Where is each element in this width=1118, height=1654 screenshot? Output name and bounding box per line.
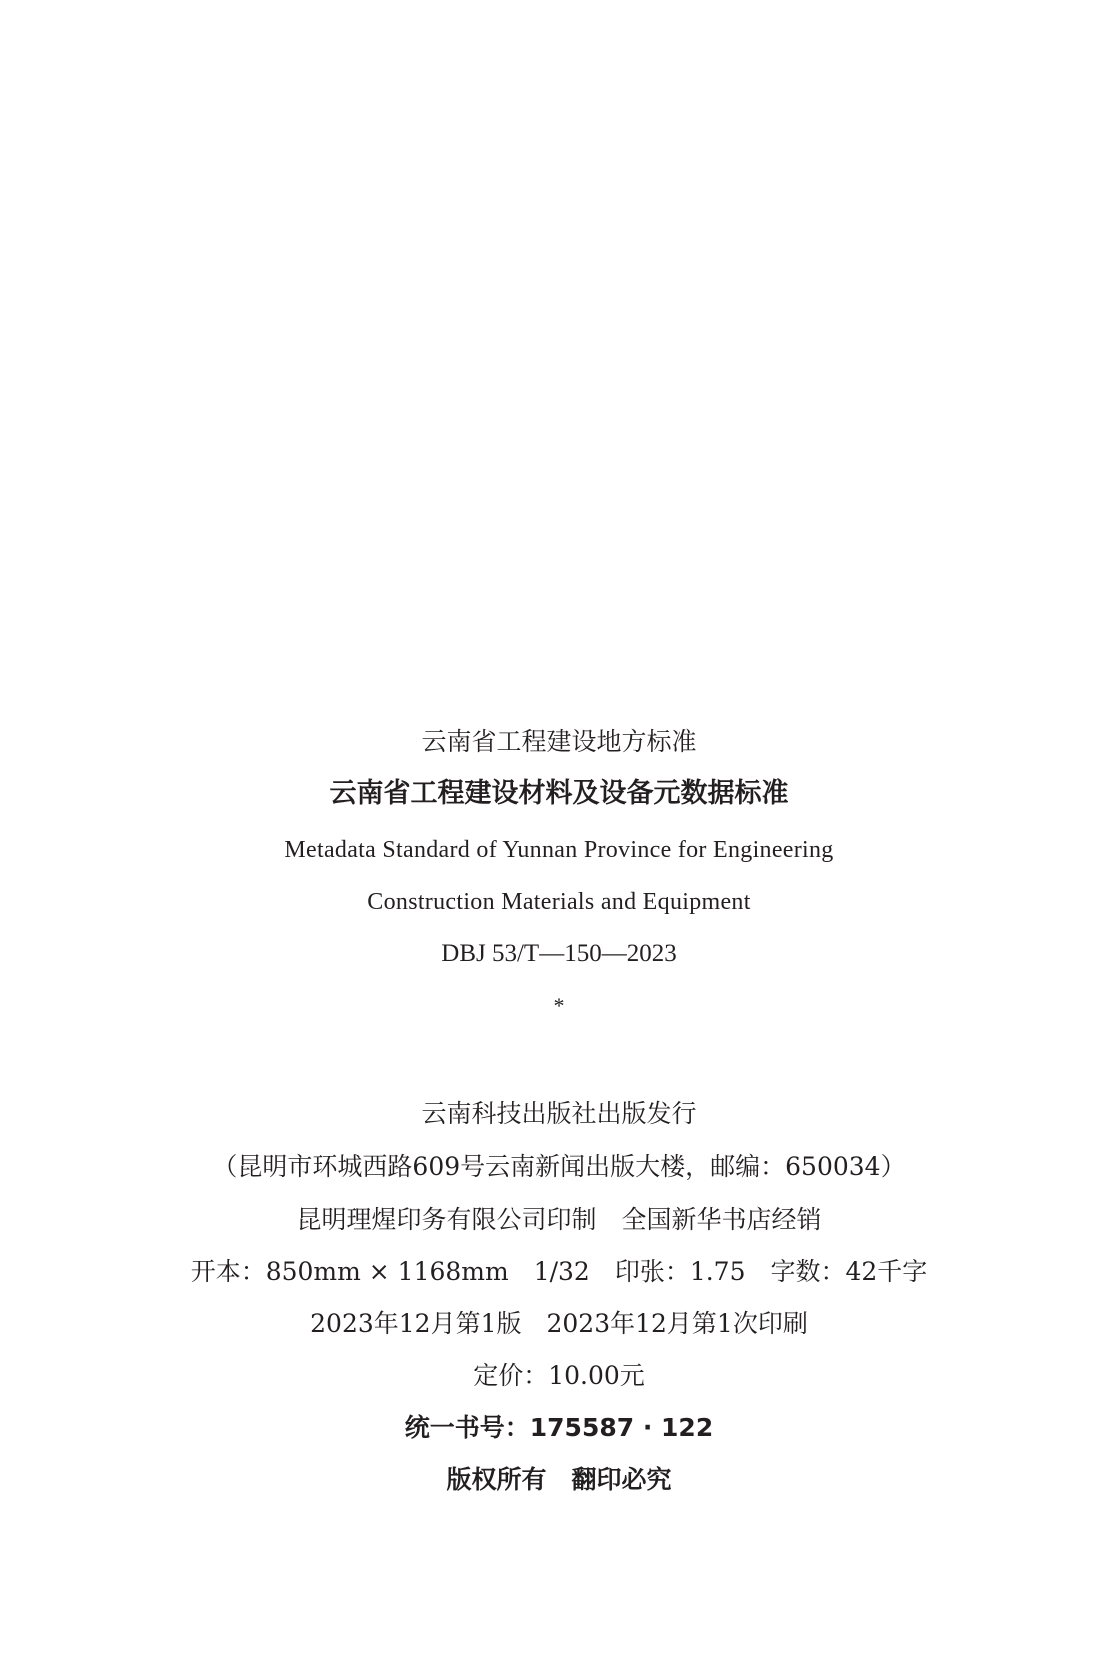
standard-code: DBJ 53/T—150—2023 (441, 940, 677, 967)
format-specs: 开本：850mm × 1168mm 1/32 印张：1.75 字数：42千字 (190, 1257, 928, 1286)
unified-book-number: 统一书号：175587 · 122 (404, 1413, 714, 1442)
document-title: 云南省工程建设材料及设备元数据标准 (329, 778, 789, 809)
english-title-line-2: Construction Materials and Equipment (367, 889, 751, 915)
printing-distribution: 昆明理煋印务有限公司印制 全国新华书店经销 (296, 1205, 822, 1234)
separator-asterisk: * (553, 993, 565, 1018)
copyright-notice: 版权所有 翻印必究 (446, 1465, 672, 1494)
publisher-address: （昆明市环城西路609号云南新闻出版大楼，邮编：650034） (212, 1152, 906, 1181)
series-heading: 云南省工程建设地方标准 (421, 727, 697, 756)
english-title-line-1: Metadata Standard of Yunnan Province for Engineering (284, 837, 834, 863)
publisher-line: 云南科技出版社出版发行 (421, 1099, 697, 1128)
price: 定价：10.00元 (473, 1361, 645, 1390)
edition-info: 2023年12月第1版 2023年12月第1次印刷 (310, 1309, 808, 1338)
